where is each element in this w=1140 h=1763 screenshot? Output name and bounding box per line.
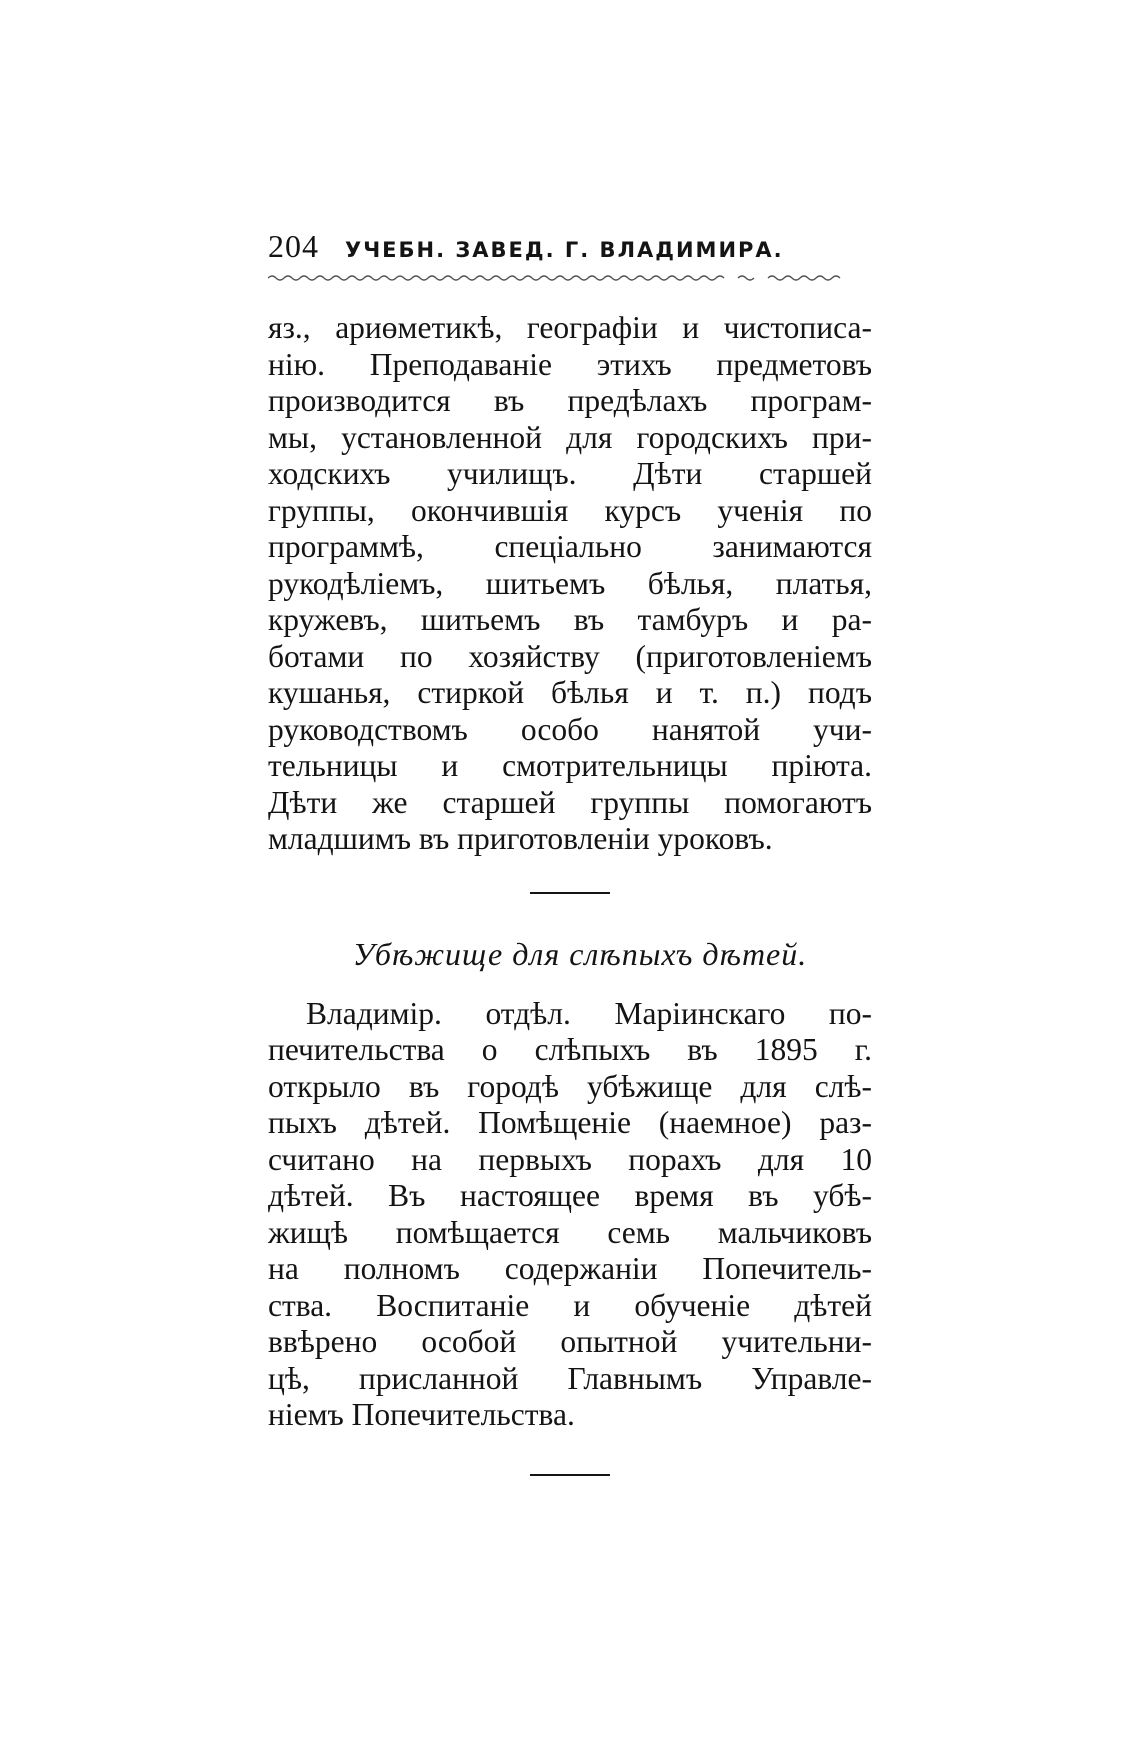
text-line: цѣ, присланной Главнымъ Управле- bbox=[268, 1360, 872, 1396]
text-line: яз., ариөметикѣ, географіи и чистописа- bbox=[268, 310, 872, 345]
text-line: кушанья, стиркой бѣлья и т. п.) подъ bbox=[268, 675, 872, 710]
page-number: 204 bbox=[268, 228, 319, 264]
text-line: ввѣрено особой опытной учительни- bbox=[268, 1324, 872, 1359]
text-line: кружевъ, шитьемъ въ тамбуръ и ра- bbox=[268, 602, 872, 637]
text-line: Дѣти же старшей группы помогаютъ bbox=[268, 784, 872, 820]
text-line: ства. Воспитаніе и обученіе дѣтей bbox=[268, 1287, 872, 1323]
text-line: ботами по хозяйству (приготовленіемъ bbox=[268, 638, 872, 674]
text-line: группы, окончившія курсъ ученія по bbox=[268, 492, 872, 528]
text-line: дѣтей. Въ настоящее время въ убѣ- bbox=[268, 1178, 872, 1213]
text-line: тельницы и смотрительницы пріюта. bbox=[268, 748, 872, 783]
text-line: считано на первыхъ порахъ для 10 bbox=[268, 1141, 872, 1177]
text-line: Владимір. отдѣл. Маріинскаго по- bbox=[306, 995, 872, 1031]
text-line: производится въ предѣлахъ програм- bbox=[268, 383, 872, 418]
ornamental-rule bbox=[268, 272, 872, 282]
section-divider bbox=[530, 892, 610, 894]
text-line: на полномъ содержаніи Попечитель- bbox=[268, 1251, 872, 1286]
text-line: нію. Преподаваніе этихъ предметовъ bbox=[268, 346, 872, 382]
book-page bbox=[268, 228, 872, 1476]
text-line: открыло въ городѣ убѣжище для слѣ- bbox=[268, 1068, 872, 1104]
section-heading: Убѣжище для слѣпыхъ дѣтей. bbox=[352, 935, 808, 972]
text-line: рукодѣліемъ, шитьемъ бѣлья, платья, bbox=[268, 565, 872, 601]
text-line: пыхъ дѣтей. Помѣщеніе (наемное) раз- bbox=[268, 1105, 872, 1140]
paragraph-curriculum bbox=[268, 310, 872, 858]
text-line: программѣ, спеціально занимаются bbox=[268, 529, 872, 564]
text-line: младшимъ въ приготовленіи уроковъ. bbox=[268, 821, 773, 856]
text-line: ходскихъ училищъ. Дѣти старшей bbox=[268, 456, 872, 491]
paragraph-shelter bbox=[268, 996, 872, 1434]
text-line: ніемъ Попечительства. bbox=[268, 1397, 575, 1432]
running-head bbox=[268, 228, 872, 268]
running-title: УЧЕБН. ЗАВЕД. Г. ВЛАДИМИРА. bbox=[345, 238, 784, 262]
end-divider bbox=[530, 1474, 610, 1476]
text-line: жищѣ помѣщается семь мальчиковъ bbox=[268, 1214, 872, 1250]
text-line: мы, установленной для городскихъ при- bbox=[268, 419, 872, 455]
text-line: печительства о слѣпыхъ въ 1895 г. bbox=[268, 1032, 872, 1067]
text-line: руководствомъ особо нанятой учи- bbox=[268, 711, 872, 747]
